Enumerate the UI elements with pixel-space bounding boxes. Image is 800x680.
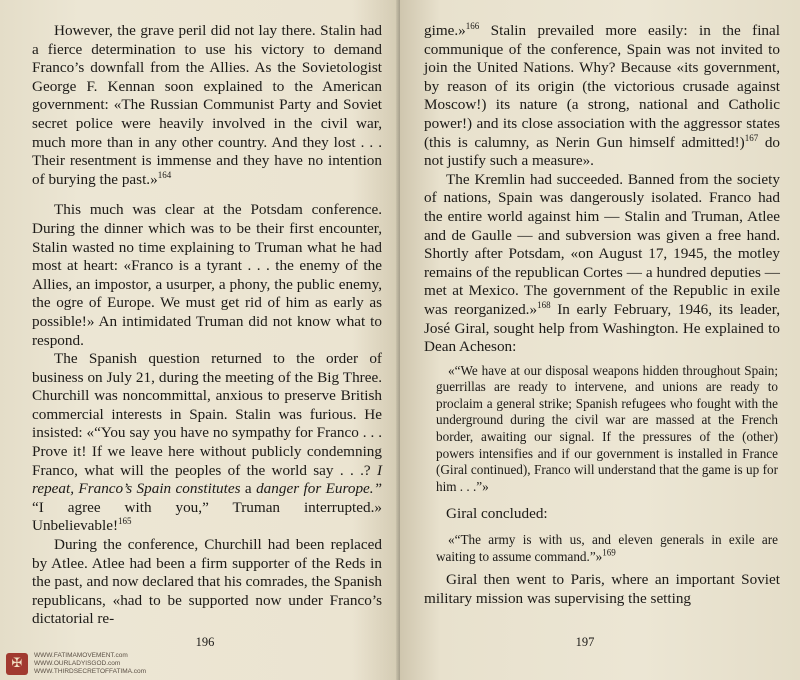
footer-link[interactable]: WWW.OURLADYISGOD.com: [34, 660, 121, 667]
cross-logo-icon: ✠: [6, 653, 28, 675]
footnote-ref: 167: [744, 132, 759, 143]
paragraph: The Kremlin had succeeded. Banned from the society of nations, Spain was dangerously isolated. Franco had the entire world against him — Stalin and Truman, Atlee and de Gaulle — and subversion was given a free hand. Shortly after Potsdam, «on August 17, 1945, the motley remains of the republican Cortes — a hundred deputies — met at Mexico. The government of the Republic in exile was reorganized.»$^{168}$ In early February, 1946, its leader, José Giral, sought help from Washington. He explained to Dean Acheson:: [424, 170, 780, 356]
footnote-ref: 169: [602, 547, 616, 558]
paragraph: This much was clear at the Potsdam conference. During the dinner which was to be their first encounter, Stalin wasted no time explaining to Truman what he had most at heart: «Franco is a tyrant . . . the enemy of the Allies, an impostor, a usurper, a phony, the public enemy, the ogre of Europe. We must get rid of him as early as possible!» An intimidated Truman did not know what to respond.: [32, 201, 382, 349]
footnote-ref: 165: [118, 516, 132, 527]
paragraph: However, the grave peril did not lay there. Stalin had a fierce determination to use his victory to demand Franco’s downfall from the Allies. As the Sovietologist George F. Kennan soon explained to the American government: «The Russian Communist Party and Soviet secret police were heavily involved in the civil war, much more than in any other country. And they lost . . . Their resentment is immense and they have no intention of burying the past.»$^{164}$: [32, 22, 382, 188]
footnote-ref: 166: [465, 20, 480, 31]
website-footer: [6, 652, 204, 676]
emphasis: I repeat, Franco’s Spain constitutes: [32, 461, 382, 498]
paragraph: gime.»$^{166}$ Stalin prevailed more easily: in the final communique of the conference, Spain was not invited to join the United Nations. Why? Because «its government, by reason of its origin (the victorious crusade against Moscow!) its nature (a strong, national and Catholic power!) and its close association with the aggressor states (this is calumny, as Nerin Gun himself admitted!)$^{167}$ do not justify such a measure».: [424, 20, 780, 170]
paragraph: Giral concluded:: [446, 505, 548, 523]
paragraph: During the conference, Churchill had been replaced by Atlee. Atlee had been a firm supporter of the Reds in the past, and now declared that his comrades, the Spanish republicans, «had to be supported now under Franco’s dictatorial re-: [32, 536, 382, 628]
page-number: 196: [195, 635, 215, 649]
page-number: 197: [575, 635, 595, 649]
block-quote: «“The army is with us, and eleven generals in exile are waiting to assume command.”»$^{169}$: [436, 532, 778, 564]
footer-link[interactable]: WWW.THIRDSECRETOFFATIMA.com: [34, 668, 147, 675]
footnote-ref: 164: [157, 169, 172, 180]
emphasis: danger for Europe.”: [256, 480, 383, 498]
paragraph: The Spanish question returned to the order of business on July 21, during the meeting of the Big Three. Churchill was noncommittal, anxious to preserve British commercial interests in Spain. Stalin was furious. He insisted: «“You say you have no sympathy for Franco . . . Prove it! If we leave here without publicly condemning Franco, what will the peoples of the world say . . .? I repeat, Franco’s Spain constitutes a danger for Europe.” “I agree with you,” Truman interrupted.» Unbelievable!$^{165}$: [32, 350, 383, 535]
right-page: [400, 0, 800, 680]
right-page-text: [424, 22, 780, 608]
footnote-ref: 168: [537, 299, 551, 310]
footer-link[interactable]: WWW.FATIMAMOVEMENT.com: [34, 652, 128, 659]
left-page-text: [32, 22, 382, 629]
paragraph: Giral then went to Paris, where an important Soviet military mission was supervising the setting: [424, 571, 780, 607]
block-quote: «“We have at our disposal weapons hidden throughout Spain; guerrillas are ready to intervene, and unions are ready to proclaim a general strike; Spanish refugees who fought with the underground during the civil war are massed at the French border, awaiting our signal. If the pressures of the (other) powers intensifies and if our government is installed in France (Giral continued), Franco will understand that the game is up for him . . .”»: [436, 362, 778, 494]
